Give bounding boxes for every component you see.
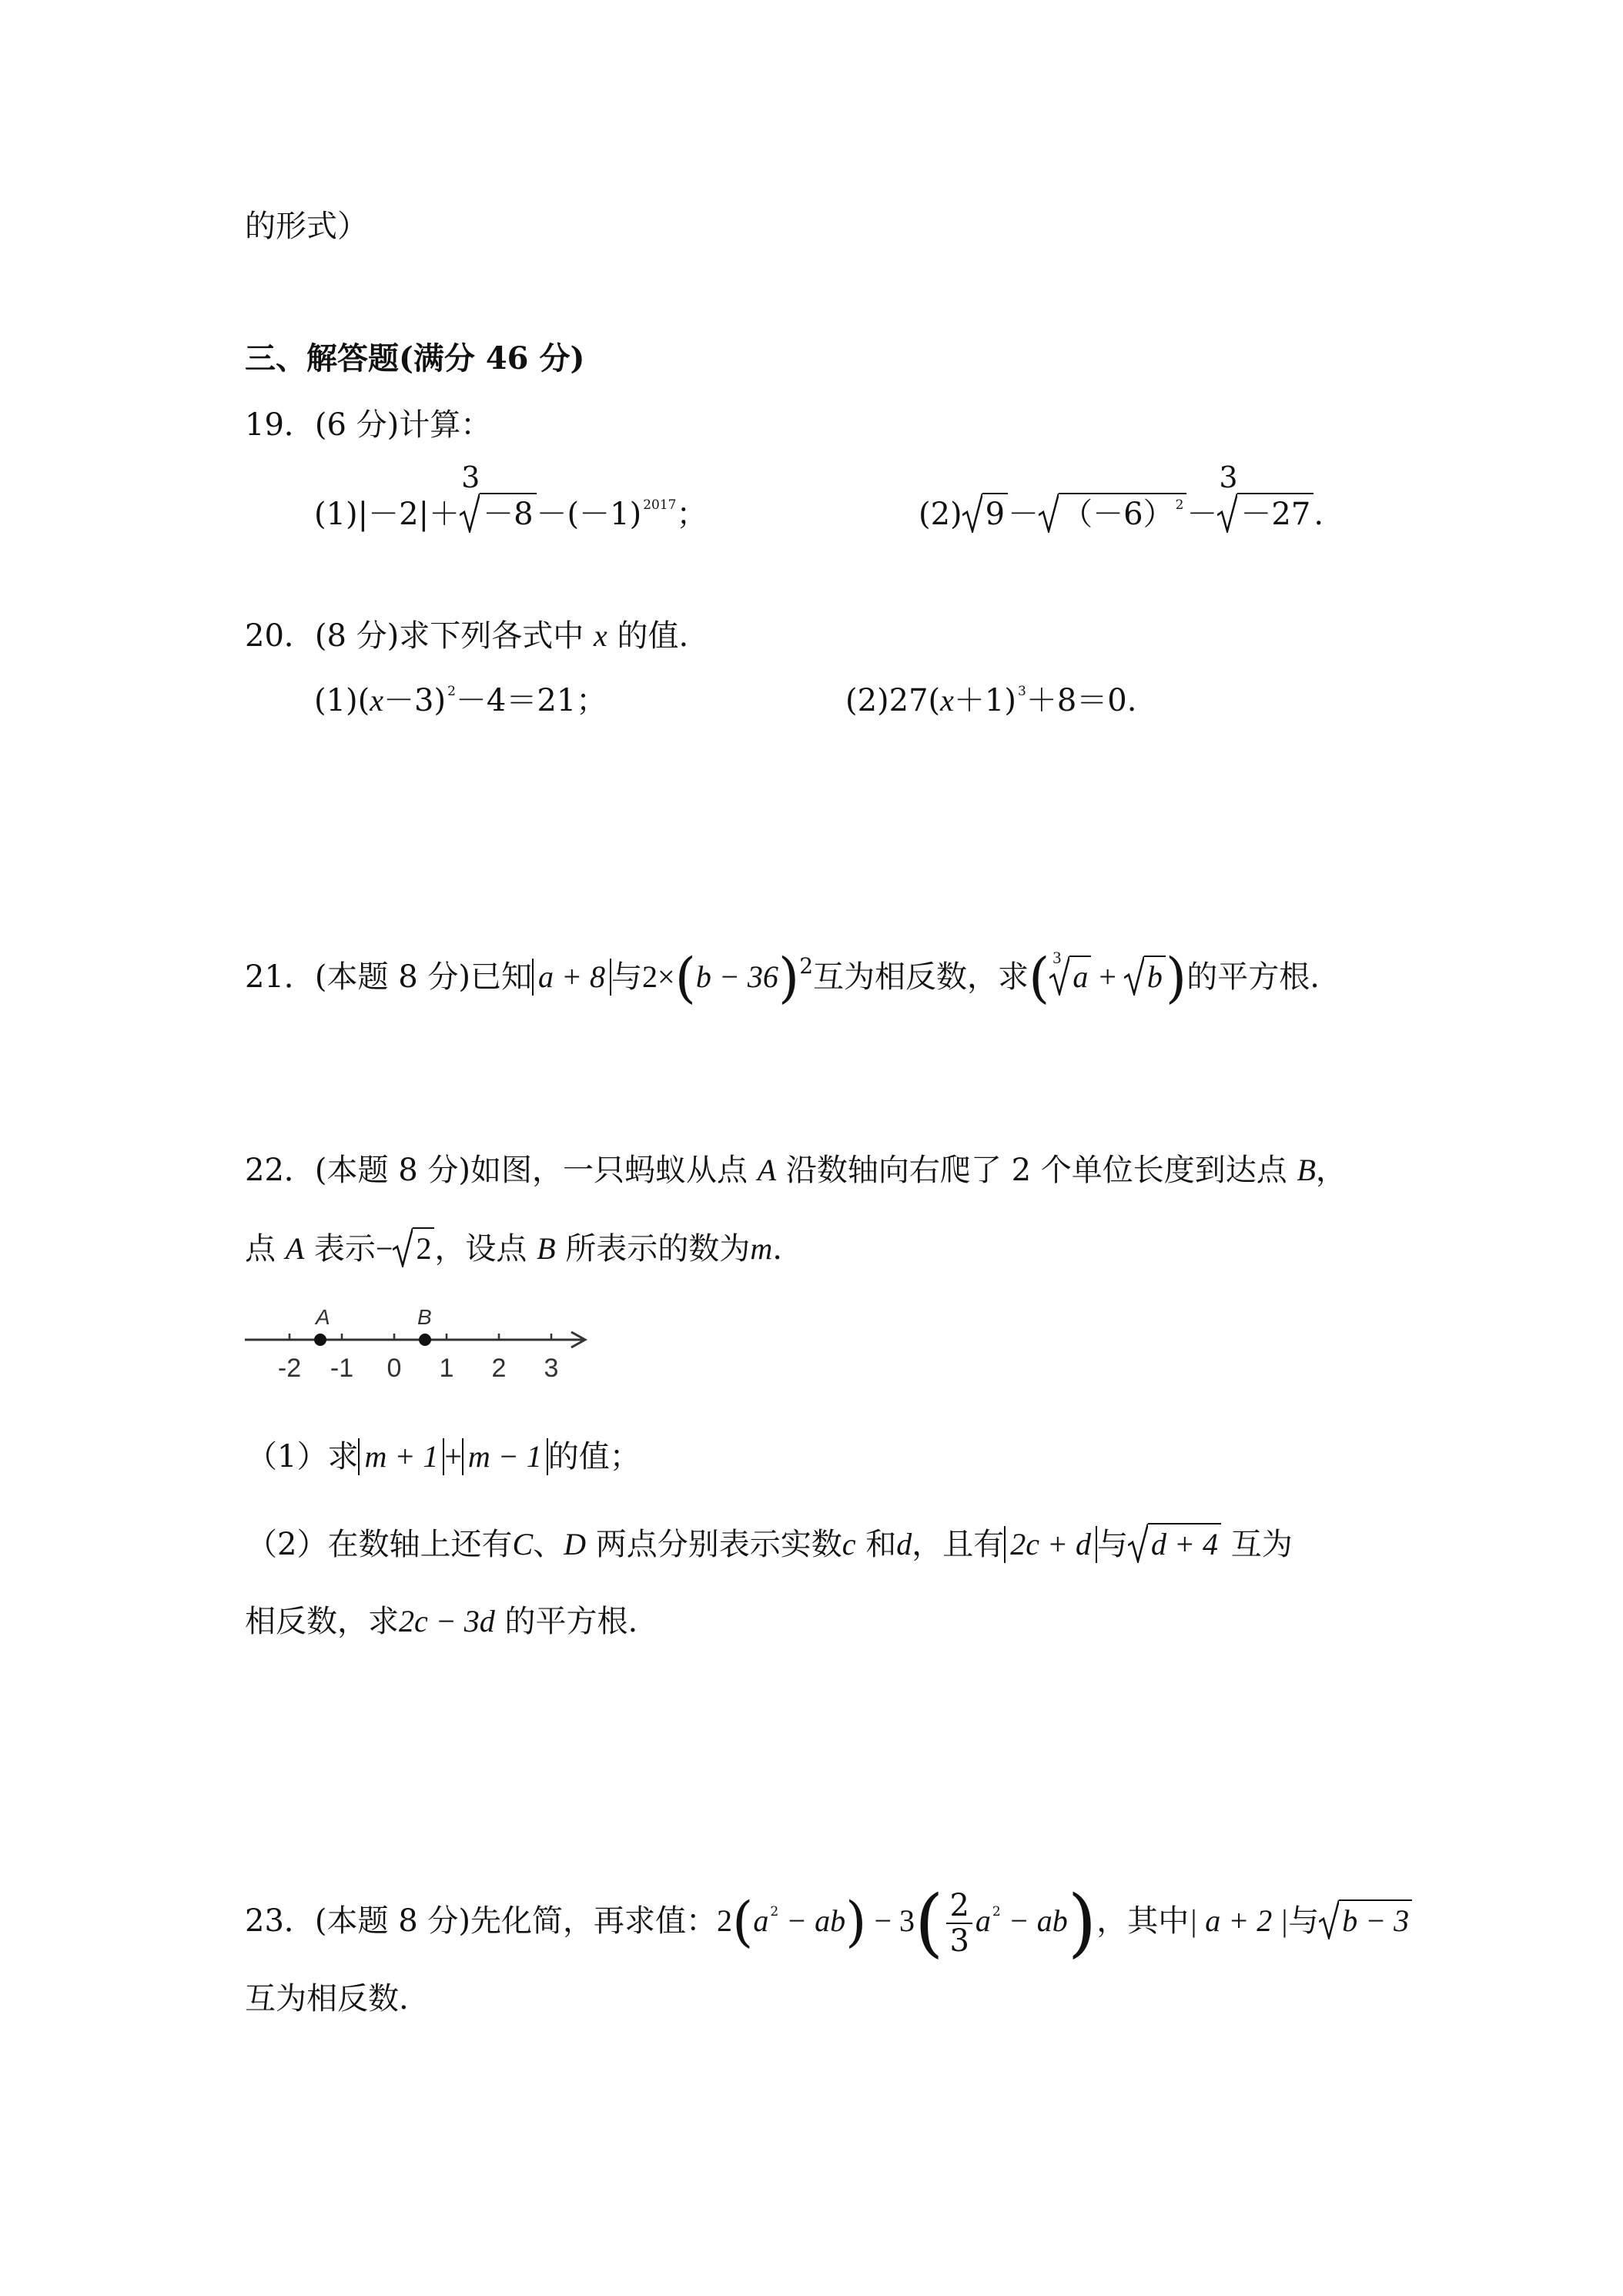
q22-sub2-l2-post: 的平方根.	[494, 1604, 638, 1639]
q23-frac-num: 2	[946, 1889, 972, 1924]
q20-part1	[314, 682, 607, 719]
q19-p2-sqrt2	[1039, 493, 1186, 533]
point-b-label: B	[417, 1305, 432, 1329]
q22-sub2-sep: 、	[533, 1527, 564, 1562]
q20-head-post: 的值.	[607, 618, 689, 654]
tick-label: 2	[491, 1354, 507, 1383]
q22-l1-mid: 沿数轴向右爬了 2 个单位长度到达点	[776, 1153, 1297, 1188]
q22-l2-m: m	[750, 1231, 773, 1266]
q22-sub1-abs1: m + 1	[358, 1438, 444, 1475]
q23-frac-den: 3	[949, 1923, 969, 1959]
q19-p1-tail: －(－1)	[536, 497, 642, 532]
q19-p1-label: (1)	[314, 497, 358, 532]
q21-plus: +	[1091, 959, 1124, 994]
q21-cbrt-radicand: a	[1069, 956, 1091, 996]
q22-sub2-d: D	[564, 1527, 587, 1561]
q21-cbrt-index: 3	[1052, 948, 1062, 967]
q20-p2-tail: ＋8＝0.	[1026, 683, 1137, 718]
q19-p2-label: (2)	[919, 497, 962, 532]
q22-l1-pre: 22．(本题 8 分)如图，一只蚂蚁从点	[245, 1153, 758, 1188]
q22-l2-b: B	[537, 1231, 556, 1266]
q19-p2-radicand3: －27	[1237, 493, 1313, 533]
q21-sqrt-radicand: b	[1144, 956, 1166, 996]
q20-p2-var: x	[940, 683, 954, 718]
q22-l1-a: A	[757, 1153, 777, 1187]
q22-sub2-cv: c	[842, 1527, 856, 1561]
q22-line1	[245, 1152, 1347, 1189]
q19-part1	[314, 460, 708, 533]
radical-sign-icon	[962, 493, 982, 533]
q21-mid2: 互为相反数，求	[813, 959, 1029, 995]
tick-label: -2	[277, 1354, 302, 1383]
q19-p1-root-index: 3	[461, 460, 480, 494]
q19-p2-end: .	[1313, 497, 1324, 532]
q22-sub2-sqrt	[1128, 1523, 1221, 1563]
q19-part2	[919, 460, 1324, 533]
q23-fraction	[946, 1889, 972, 1958]
q21-paren-content: b − 36	[695, 959, 778, 994]
q22-l1-end: ，	[1315, 1153, 1347, 1188]
q19-p1-radicand: －8	[480, 493, 536, 533]
q22-sub2-and: 和	[855, 1527, 897, 1562]
continued-text: 的形式）	[245, 209, 368, 244]
q22-line2	[245, 1227, 782, 1267]
q23-with: 与	[1288, 1903, 1320, 1939]
radical-sign-icon	[1124, 956, 1144, 996]
q22-l2-pre: 点	[245, 1231, 286, 1267]
q22-l2-end: .	[772, 1231, 782, 1267]
q19-p2-sqrt1	[962, 493, 1008, 533]
tick-label: -1	[330, 1354, 354, 1383]
q22-sub2	[246, 1523, 1293, 1563]
q19-p1-exp: 2017	[643, 497, 677, 513]
q19-p1-abs: |－2|	[357, 497, 430, 532]
q22-sub2-label: （2）在数轴上还有	[246, 1527, 513, 1562]
q20-p1-label: (1)(	[314, 683, 370, 718]
q22-sub2-radicand: d + 4	[1148, 1523, 1221, 1563]
q22-l2-post1: ，设点	[434, 1231, 537, 1267]
q23-e1-exp: 2	[770, 1904, 779, 1919]
q23-e2-a: a	[975, 1903, 991, 1938]
q20-p1-mid: －3)	[383, 683, 447, 718]
q23-radicand: b − 3	[1339, 1899, 1412, 1940]
q22-sub1-label: （1）求	[246, 1439, 359, 1474]
q21-cube-root	[1049, 948, 1091, 996]
q22-sub2-mid2: ，且有	[912, 1527, 1005, 1562]
tick-label: 3	[544, 1354, 559, 1383]
q20-p2-label: (2)27(	[845, 683, 941, 718]
q19-heading: 19．(6 分)计算：	[245, 407, 492, 443]
q22-l2-mid: 表示	[304, 1231, 376, 1267]
q19-p2-radicand2-exp: 2	[1175, 497, 1184, 513]
q22-sub2-end: 互为	[1220, 1527, 1293, 1562]
radical-sign-icon	[1217, 493, 1237, 533]
q20-p2-mid: ＋1)	[953, 683, 1016, 718]
q22-sub2-c: C	[512, 1527, 534, 1561]
q22-l2-a: A	[285, 1231, 305, 1266]
section-heading: 三、解答题(满分 46 分)	[245, 340, 585, 377]
q22-sub2-abs: 2c + d	[1004, 1526, 1097, 1563]
q19-p2-radicand1: 9	[982, 493, 1008, 533]
q21-abs: a + 8	[532, 959, 611, 996]
q20-head-var: x	[594, 618, 607, 653]
q22-sub2-l2-pre: 相反数，求	[245, 1604, 399, 1639]
q21-sqrt	[1124, 956, 1166, 996]
q20-p1-tail: －4＝21；	[455, 683, 607, 718]
q21-head: 21．(本题 8 分)已知	[245, 959, 532, 995]
q23-e2-rest: − ab	[1000, 1903, 1068, 1938]
q22-l2-radicand: 2	[413, 1227, 434, 1267]
number-line-figure	[245, 1303, 599, 1387]
q20-p2-exp: 3	[1018, 684, 1026, 699]
q20-heading	[245, 618, 688, 654]
q23-line2: 互为相反数.	[245, 1981, 409, 2017]
q22-sub2-line2	[245, 1603, 637, 1640]
q20-head-pre: 20．(8 分)求下列各式中	[245, 618, 594, 654]
q23-sqrt	[1319, 1899, 1412, 1940]
radical-sign-icon	[1039, 493, 1059, 533]
q22-l2-post2: 所表示的数为	[555, 1231, 751, 1267]
q22-sub2-dv: d	[896, 1527, 912, 1561]
q23-line1: 23．(本题 8 分)先化简，再求值：2(a $^2$ − ab) − 3( $\frac{2}{3}$ a $^2$ − ab)，其中| a + 2 |与 b − 3	[245, 1879, 1412, 1967]
q19-p2-minus2: －	[1186, 497, 1218, 532]
tick-label: 0	[387, 1354, 402, 1383]
q23-abs: | a + 2 |	[1189, 1903, 1289, 1938]
point-b-dot	[419, 1334, 431, 1346]
q19-p2-cube-root	[1217, 460, 1313, 533]
q22-sub1-abs2: m − 1	[462, 1438, 548, 1475]
q19-p2-radicand2: （－6）	[1062, 497, 1174, 532]
q23-e2: − 3	[866, 1903, 915, 1938]
radical-sign-icon	[1319, 1899, 1339, 1940]
q23-e1-rest: − ab	[778, 1903, 846, 1938]
q21-exp: 2	[799, 953, 814, 979]
tick-label: 1	[439, 1354, 454, 1383]
q21-mid1: 与	[611, 959, 642, 995]
q20-part2	[845, 682, 1136, 719]
radical-sign-icon	[1049, 956, 1069, 996]
q23-e1-a: a	[753, 1903, 769, 1938]
q22-l1-b: B	[1297, 1153, 1316, 1187]
q22-sub1-tail: 的值；	[547, 1439, 641, 1474]
radical-sign-icon	[1128, 1523, 1148, 1563]
q22-sub1	[246, 1438, 641, 1475]
q22-sub1-plus: +	[444, 1439, 462, 1474]
q20-p1-exp: 2	[447, 684, 456, 699]
q19-p2-minus: －	[1008, 497, 1039, 532]
q22-l2-sqrt	[393, 1227, 434, 1267]
point-a-dot	[314, 1334, 326, 1346]
q19-p1-end: ；	[676, 497, 708, 532]
q23-mid: ，其中	[1096, 1903, 1190, 1939]
q23-e1: 2	[717, 1903, 732, 1938]
q21-line: 21．(本题 8 分)已知 a + 8 与$2\times(b - 36)^2$互为相反数，求( 3 a + b)的平方根.	[245, 946, 1320, 1009]
q19-p1-cube-root	[460, 460, 536, 533]
q19-p1-plus: ＋	[429, 497, 460, 532]
q23-head: 23．(本题 8 分)先化简，再求值：	[245, 1903, 717, 1939]
q21-expr: 2×	[642, 959, 675, 994]
radical-sign-icon	[393, 1227, 413, 1267]
radical-sign-icon	[460, 493, 480, 533]
q20-p1-var: x	[370, 683, 384, 718]
q22-l2-neg: −	[375, 1231, 393, 1266]
q22-sub2-expr: 2c − 3d	[399, 1604, 495, 1638]
q21-tail: 的平方根.	[1186, 959, 1320, 995]
q22-sub2-with: 与	[1096, 1527, 1128, 1562]
q23-e2-exp: 2	[992, 1904, 1001, 1919]
q22-sub2-mid: 两点分别表示实数	[586, 1527, 842, 1562]
q19-p2-root-index: 3	[1219, 460, 1238, 494]
point-a-label: A	[316, 1305, 330, 1329]
